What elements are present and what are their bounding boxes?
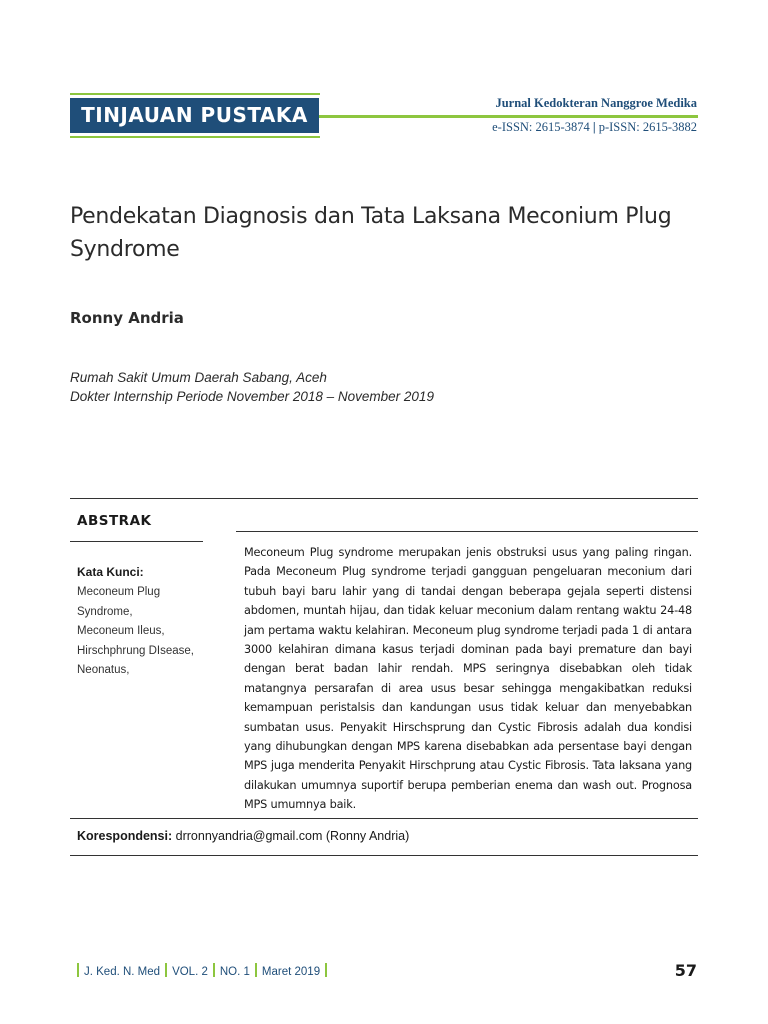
header-top-rule xyxy=(70,93,320,95)
footer-citation xyxy=(72,963,332,978)
page-number: 57 xyxy=(674,961,697,980)
issn-line xyxy=(492,120,697,135)
keyword-item: Meconeum Ileus, xyxy=(77,625,165,637)
correspondence-top-rule xyxy=(70,818,698,819)
footer-divider xyxy=(255,963,257,977)
keyword-item: Hirschphrung DIsease, xyxy=(77,644,194,657)
keyword-item: Syndrome, xyxy=(77,605,133,618)
section-label: TINJAUAN PUSTAKA xyxy=(81,103,308,127)
journal-name: Jurnal Kedokteran Nanggroe Medika xyxy=(495,96,697,110)
footer-journal: J. Ked. N. Med xyxy=(84,966,161,978)
correspondence-label: Korespondensi: xyxy=(77,829,173,843)
abstract-body: Meconeum Plug syndrome merupakan jenis obstruksi usus yang paling ringan. Pada Meconeum Plug syndrome terjadi gangguan pengeluaran meconium dari tubuh bayi baru lahir yang di tandai dengan beberapa gejala seperti distensi abdomen, muntah hijau, dan tidak keluar meconium dalam rentang waktu 24-48 jam pertama waktu kelahiran. Meconeum plug syndrome terjadi pada 1 di antara 3000 kelahiran dimana kasus terjadi dominan pada bayi premature dan bayi dengan berat badan lahir rendah. MPS seringnya disebabkan oleh tidak matangnya persarafan di area usus besar sehingga mengakibatkan reduksi kemampuan peristalsis dan kandungan usus tidak keluar dan menyebabkan sumbatan usus. Penyakit Hirschsprung dan Cystic Fibrosis adalah dua kondisi yang dihubungkan dengan MPS karena disebabkan ada persentase bayi dengan MPS juga menderita Penyakit Hirschprung atau Cystic Fibrosis. Tata laksana yang dilakukan umumnya suportif berupa pemberian enema dan wash out. Prognosa MPS umumnya baik. xyxy=(244,546,692,812)
correspondence-email[interactable]: drronnyandria@gmail.com (Ronny Andria) xyxy=(175,829,410,843)
footer-number: NO. 1 xyxy=(219,966,250,978)
abstract-left-rule xyxy=(70,541,203,542)
footer-volume: VOL. 2 xyxy=(172,966,208,978)
author-name: Ronny Andria xyxy=(70,309,184,327)
issn-separator: | xyxy=(592,120,596,134)
footer-date: Maret 2019 xyxy=(261,966,321,978)
footer-divider xyxy=(77,963,79,977)
footer-divider xyxy=(165,963,167,977)
keywords-list xyxy=(77,583,217,681)
correspondence-bottom-rule xyxy=(70,855,698,856)
abstract-right-rule xyxy=(236,531,698,532)
header-bottom-rule xyxy=(70,136,320,138)
affiliation-1: Rumah Sakit Umum Daerah Sabang, Aceh xyxy=(70,370,327,385)
footer-divider xyxy=(213,963,215,977)
footer-divider xyxy=(325,963,327,977)
p-issn: p-ISSN: 2615-3882 xyxy=(598,120,697,134)
keywords-label: Kata Kunci: xyxy=(77,565,144,579)
abstract-heading: ABSTRAK xyxy=(77,513,152,529)
article-title: Pendekatan Diagnosis dan Tata Laksana Meconium Plug Syndrome xyxy=(70,204,672,262)
header-accent-rule xyxy=(319,115,698,118)
keyword-item: Meconeum Plug xyxy=(77,586,161,598)
affiliation-2: Dokter Internship Periode November 2018 – November 2019 xyxy=(70,389,434,404)
e-issn: e-ISSN: 2615-3874 xyxy=(492,120,590,134)
keyword-item: Neonatus, xyxy=(77,664,130,676)
abstract-top-rule xyxy=(70,498,698,499)
correspondence xyxy=(77,829,409,843)
